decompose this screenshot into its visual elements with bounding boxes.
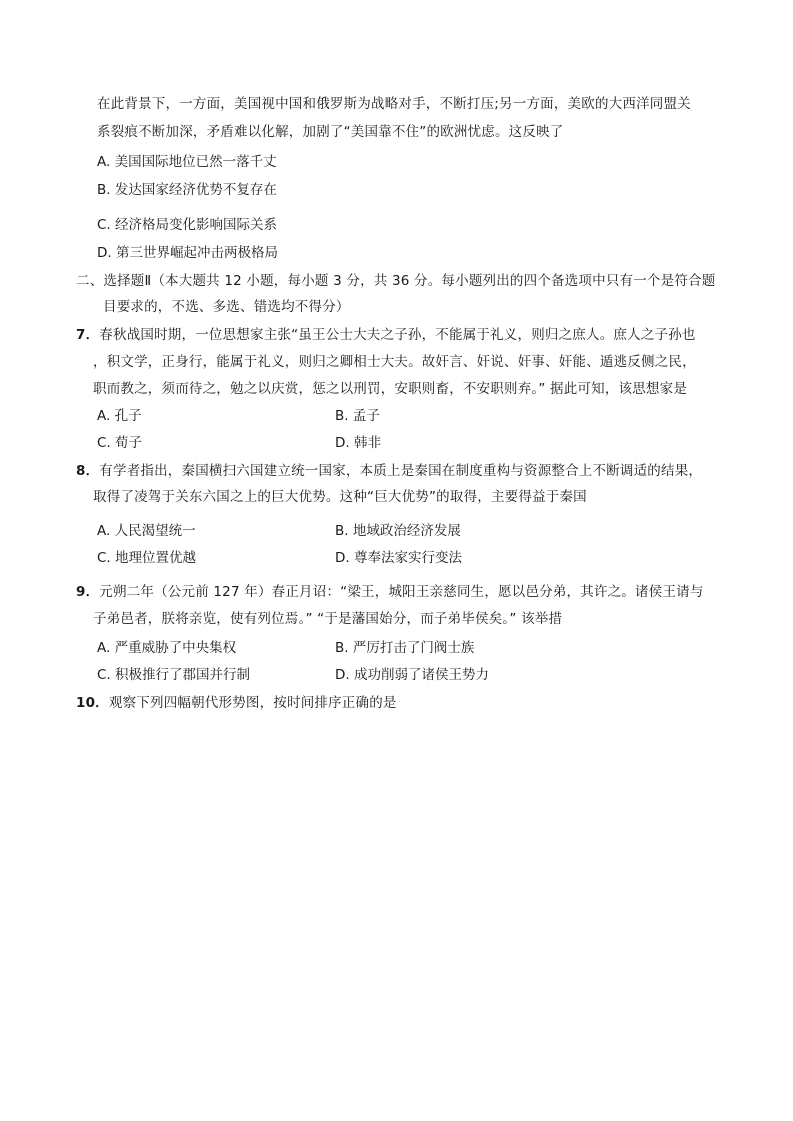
q10-number: 10． <box>76 695 109 711</box>
q8-number: 8． <box>76 463 100 479</box>
q7-stem-text1: 春秋战国时期，一位思想家主张“虽王公士大夫之子孙，不能属于礼义，则归之庶人。庶人之子孙也 <box>99 327 696 343</box>
q8-option-d: D. 尊奉法家实行变法 <box>335 550 462 566</box>
q7-stem-line1 <box>76 325 696 345</box>
q7-option-d: D. 韩非 <box>335 435 381 451</box>
q10-stem-line1 <box>76 693 397 713</box>
q9-stem-text1: 元朔二年（公元前 127 年）春正月诏：“梁王，城阳王亲慈同生，愿以邑分弟，其许之。诸侯王请与 <box>99 584 704 600</box>
q7-stem-line3: 职而教之，须而待之，勉之以庆赏，惩之以刑罚，安职则畜，不安职则弃。” 据此可知，该思想家是 <box>93 381 688 397</box>
q6-stem-line1: 在此背景下，一方面，美国视中国和俄罗斯为战略对手，不断打压;另一方面，美欧的大西洋同盟关 <box>97 96 691 112</box>
q8-stem-text1: 有学者指出，秦国横扫六国建立统一国家，本质上是秦国在制度重构与资源整合上不断调适的结果， <box>99 463 703 479</box>
q9-number: 9． <box>76 584 100 600</box>
q8-stem-line2: 取得了凌驾于关东六国之上的巨大优势。这种“巨大优势”的取得，主要得益于秦国 <box>93 489 587 505</box>
q9-option-c: C. 积极推行了郡国并行制 <box>97 667 251 683</box>
q7-option-a: A. 孔子 <box>97 408 142 424</box>
q9-stem-line2: 子弟邑者，朕将亲览，使有列位焉。” “于是藩国始分，而子弟毕侯矣。” 该举措 <box>93 611 563 627</box>
q9-option-d: D. 成功削弱了诸侯王势力 <box>335 667 489 683</box>
q7-number: 7． <box>76 327 100 343</box>
q8-option-a: A. 人民渴望统一 <box>97 523 196 539</box>
q6-option-b: B. 发达国家经济优势不复存在 <box>97 182 277 198</box>
q8-option-c: C. 地理位置优越 <box>97 550 197 566</box>
q7-option-c: C. 荀子 <box>97 435 143 451</box>
section2-heading-line1: 二、选择题Ⅱ（本大题共 12 小题，每小题 3 分，共 36 分。每小题列出的四个备选项中只有一个是符合题 <box>76 273 716 289</box>
q9-stem-line1 <box>76 582 704 602</box>
q6-stem-line2: 系裂痕不断加深，矛盾难以化解，加剧了“美国靠不住”的欧洲忧虑。这反映了 <box>97 124 564 140</box>
section2-heading-line2: 目要求的，不选、多选、错选均不得分） <box>103 299 350 315</box>
q10-stem-text1: 观察下列四幅朝代形势图，按时间排序正确的是 <box>108 695 397 711</box>
q8-stem-line1 <box>76 461 702 481</box>
q6-option-d: D. 第三世界崛起冲击两极格局 <box>97 245 278 261</box>
q9-option-b: B. 严厉打击了门阀士族 <box>335 640 475 656</box>
q7-option-b: B. 孟子 <box>335 408 380 424</box>
q7-stem-line2: ，积文学，正身行，能属于礼义，则归之卿相士大夫。故奸言、奸说、奸事、奸能、遁逃反侧之民， <box>93 354 696 370</box>
q6-option-c: C. 经济格局变化影响国际关系 <box>97 217 278 233</box>
q9-option-a: A. 严重威胁了中央集权 <box>97 640 237 656</box>
q8-option-b: B. 地域政治经济发展 <box>335 523 461 539</box>
q6-option-a: A. 美国国际地位已然一落千丈 <box>97 154 277 170</box>
